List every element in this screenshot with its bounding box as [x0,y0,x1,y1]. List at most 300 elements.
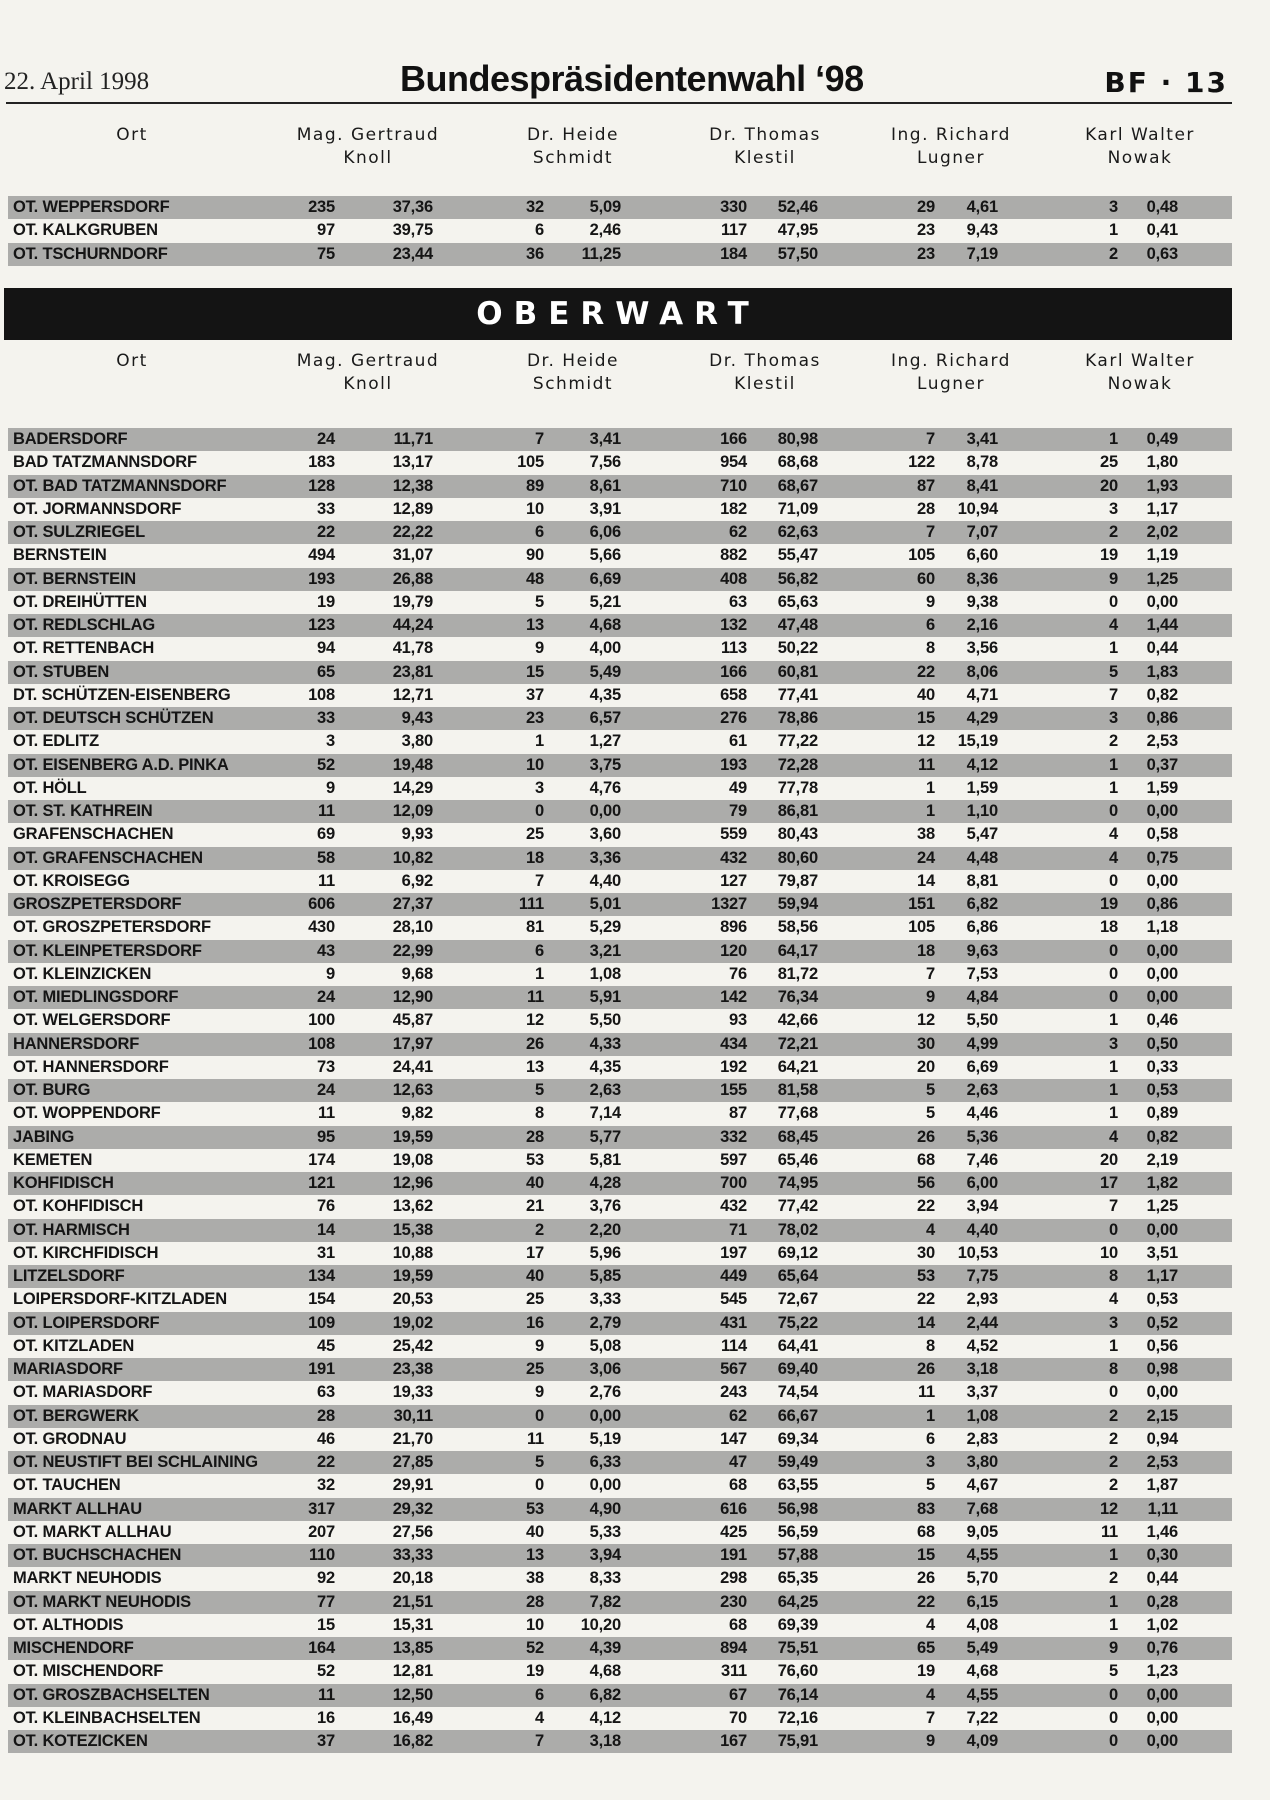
klestil-votes: 117 [720,221,747,240]
nowak-votes: 0 [1109,1732,1118,1750]
lugner-votes: 29 [917,198,935,216]
knoll-pct: 12,89 [392,499,433,518]
lugner-votes: 14 [917,871,935,890]
nowak-pct: 0,00 [1146,1220,1178,1239]
nowak-votes: 3 [1109,709,1118,727]
table-row [8,1451,1232,1474]
knoll-pct: 9,43 [401,709,433,727]
nowak-votes: 1 [1109,639,1118,658]
schmidt-votes: 28 [526,1127,544,1146]
nowak-votes: 3 [1109,198,1118,216]
nowak-pct: 0,94 [1146,1429,1178,1448]
nowak-pct: 0,30 [1146,1546,1178,1564]
schmidt-votes: 25 [526,1360,544,1378]
place-name: LOIPERSDORF-KITZLADEN [13,1290,227,1309]
knoll-votes: 15 [317,1615,335,1634]
schmidt-pct: 3,18 [589,1732,621,1750]
knoll-pct: 16,49 [392,1708,433,1727]
table-row [8,568,1232,591]
klestil-votes: 894 [720,1639,747,1657]
klestil-votes: 954 [720,453,747,472]
lugner-pct: 15,19 [957,732,998,751]
klestil-pct: 56,59 [777,1522,818,1541]
klestil-pct: 77,42 [777,1197,818,1216]
schmidt-pct: 2,46 [589,221,621,240]
klestil-pct: 80,60 [777,848,818,867]
klestil-votes: 166 [720,662,747,681]
table-row [8,893,1232,916]
lugner-votes: 6 [926,616,935,634]
lugner-votes: 26 [917,1127,935,1146]
schmidt-votes: 89 [526,476,544,495]
klestil-pct: 68,67 [777,476,818,495]
lugner-pct: 3,56 [966,639,998,658]
schmidt-pct: 6,33 [589,1453,621,1471]
lugner-votes: 22 [917,1197,935,1216]
schmidt-pct: 1,08 [589,964,621,983]
schmidt-pct: 7,82 [589,1592,621,1611]
table-row [8,1242,1232,1265]
place-name: OT. WOPPENDORF [13,1104,161,1123]
knoll-votes: 154 [308,1290,335,1309]
klestil-votes: 62 [729,523,747,541]
knoll-votes: 28 [317,1406,335,1425]
knoll-votes: 65 [317,662,335,681]
klestil-votes: 132 [720,616,747,634]
schmidt-pct: 5,49 [589,662,621,681]
knoll-votes: 100 [308,1011,335,1030]
schmidt-votes: 6 [535,941,544,960]
klestil-pct: 72,67 [777,1290,818,1309]
schmidt-votes: 10 [526,499,544,518]
knoll-votes: 37 [317,1732,335,1750]
nowak-pct: 0,86 [1146,709,1178,727]
nowak-votes: 0 [1109,1708,1118,1727]
schmidt-votes: 9 [535,639,544,658]
place-name: OT. STUBEN [13,662,110,681]
klestil-votes: 79 [729,802,747,820]
nowak-votes: 1 [1109,1057,1118,1076]
klestil-pct: 71,09 [777,499,818,518]
klestil-votes: 49 [729,778,747,797]
klestil-votes: 425 [720,1522,747,1541]
nowak-pct: 0,44 [1146,1569,1178,1588]
nowak-pct: 0,98 [1146,1360,1178,1378]
place-name: OT. DEUTSCH SCHÜTZEN [13,709,214,727]
klestil-votes: 567 [720,1360,747,1378]
nowak-pct: 1,82 [1146,1174,1178,1192]
nowak-pct: 0,58 [1146,825,1178,844]
knoll-pct: 27,56 [392,1522,433,1541]
knoll-votes: 97 [317,221,335,240]
knoll-pct: 20,53 [392,1290,433,1309]
knoll-votes: 11 [317,871,335,890]
table-row [8,986,1232,1009]
place-name: OT. BERNSTEIN [13,569,136,588]
knoll-votes: 75 [317,244,335,263]
klestil-votes: 142 [720,988,747,1006]
lugner-pct: 4,55 [966,1546,998,1564]
lugner-votes: 3 [926,1453,935,1471]
klestil-votes: 432 [720,848,747,867]
lugner-votes: 105 [908,918,935,937]
lugner-votes: 11 [917,1383,935,1402]
lugner-votes: 4 [926,1685,935,1704]
schmidt-pct: 5,85 [589,1267,621,1285]
klestil-pct: 69,39 [777,1615,818,1634]
lugner-pct: 4,52 [966,1336,998,1355]
lugner-votes: 60 [917,569,935,588]
lugner-pct: 3,37 [966,1383,998,1402]
knoll-pct: 17,97 [392,1034,433,1053]
lugner-pct: 5,47 [966,825,998,844]
knoll-votes: 32 [317,1476,335,1495]
knoll-pct: 12,71 [392,685,433,704]
knoll-votes: 33 [317,499,335,518]
klestil-votes: 330 [720,198,747,216]
knoll-pct: 12,38 [392,476,433,495]
schmidt-pct: 6,82 [589,1685,621,1704]
knoll-votes: 207 [308,1522,335,1541]
schmidt-votes: 7 [535,871,544,890]
nowak-pct: 0,53 [1146,1290,1178,1309]
lugner-pct: 6,60 [966,546,998,565]
place-name: OT. MARIASDORF [13,1383,153,1402]
schmidt-pct: 4,00 [589,639,621,658]
knoll-votes: 16 [317,1708,335,1727]
klestil-pct: 75,51 [777,1639,818,1657]
nowak-pct: 2,15 [1146,1406,1178,1425]
nowak-votes: 4 [1109,616,1118,634]
schmidt-votes: 5 [535,1453,544,1471]
klestil-votes: 155 [720,1081,747,1099]
klestil-pct: 60,81 [777,662,818,681]
nowak-pct: 0,50 [1146,1034,1178,1053]
klestil-pct: 79,87 [777,871,818,890]
lugner-votes: 18 [917,941,935,960]
klestil-pct: 86,81 [777,802,818,820]
schmidt-pct: 5,50 [589,1011,621,1030]
schmidt-votes: 40 [526,1174,544,1192]
table-row [8,916,1232,939]
schmidt-votes: 2 [535,1220,544,1239]
knoll-pct: 19,33 [392,1383,433,1402]
lugner-pct: 9,38 [966,592,998,611]
lugner-pct: 9,05 [966,1522,998,1541]
place-name: OT. BAD TATZMANNSDORF [13,476,227,495]
place-name: OT. KITZLADEN [13,1336,135,1355]
schmidt-votes: 19 [526,1662,544,1681]
lugner-pct: 4,68 [966,1662,998,1681]
knoll-votes: 430 [308,918,335,937]
knoll-pct: 21,70 [392,1429,433,1448]
table-row [8,614,1232,637]
schmidt-votes: 21 [526,1197,544,1216]
table-row [8,1312,1232,1335]
knoll-pct: 12,90 [392,988,433,1006]
nowak-pct: 0,75 [1146,848,1178,867]
schmidt-pct: 0,00 [589,1476,621,1495]
knoll-pct: 13,62 [392,1197,433,1216]
klestil-pct: 58,56 [777,918,818,937]
klestil-votes: 166 [720,430,747,448]
schmidt-pct: 3,91 [589,499,621,518]
knoll-votes: 43 [317,941,335,960]
knoll-pct: 12,81 [392,1662,433,1681]
place-name: OT. HARMISCH [13,1220,130,1239]
knoll-votes: 11 [317,1104,335,1123]
column-header-0: Ort [116,351,148,371]
knoll-pct: 13,17 [392,453,433,472]
knoll-pct: 19,59 [392,1127,433,1146]
lugner-votes: 23 [917,244,935,263]
lugner-pct: 2,16 [966,616,998,634]
place-name: HANNERSDORF [13,1034,140,1053]
knoll-pct: 37,36 [392,198,433,216]
knoll-pct: 10,82 [392,848,433,867]
lugner-votes: 5 [926,1081,935,1099]
knoll-votes: 95 [317,1127,335,1146]
table-row [8,1033,1232,1056]
knoll-pct: 15,31 [392,1615,433,1634]
place-name: KEMETEN [13,1150,93,1169]
schmidt-votes: 9 [535,1336,544,1355]
lugner-pct: 4,40 [966,1220,998,1239]
knoll-pct: 27,37 [392,895,433,913]
knoll-pct: 10,88 [392,1243,433,1262]
nowak-pct: 1,18 [1146,918,1178,937]
knoll-pct: 9,68 [401,964,433,983]
klestil-pct: 57,88 [777,1546,818,1564]
lugner-pct: 4,61 [966,198,998,216]
klestil-pct: 63,55 [777,1476,818,1495]
klestil-votes: 61 [729,732,747,751]
column-header-1: Mag. Gertraud Knoll [296,351,440,394]
table-row [8,1684,1232,1707]
lugner-pct: 4,48 [966,848,998,867]
knoll-votes: 110 [308,1546,335,1564]
schmidt-votes: 10 [526,755,544,774]
table-row [8,1474,1232,1497]
knoll-votes: 121 [308,1174,335,1192]
lugner-pct: 10,94 [957,499,998,518]
nowak-votes: 0 [1109,802,1118,820]
schmidt-votes: 53 [526,1499,544,1518]
klestil-votes: 408 [720,569,747,588]
table-row [8,1637,1232,1660]
klestil-pct: 66,67 [777,1406,818,1425]
lugner-pct: 9,63 [966,941,998,960]
klestil-votes: 432 [720,1197,747,1216]
schmidt-pct: 4,90 [589,1499,621,1518]
place-name: OT. HÖLL [13,778,87,797]
lugner-votes: 68 [917,1150,935,1169]
schmidt-votes: 1 [535,964,544,983]
place-name: OT. MISCHENDORF [13,1662,164,1681]
table-row [8,1335,1232,1358]
schmidt-votes: 0 [535,1406,544,1425]
knoll-pct: 9,93 [401,825,433,844]
klestil-votes: 311 [720,1662,747,1681]
lugner-votes: 1 [926,802,935,820]
schmidt-votes: 5 [535,1081,544,1099]
klestil-pct: 72,28 [777,755,818,774]
knoll-pct: 33,33 [392,1546,433,1564]
klestil-pct: 76,34 [777,988,818,1006]
nowak-votes: 1 [1109,430,1118,448]
schmidt-pct: 0,00 [589,802,621,820]
schmidt-votes: 7 [535,430,544,448]
knoll-pct: 23,81 [392,662,433,681]
knoll-pct: 22,99 [392,941,433,960]
schmidt-pct: 5,96 [589,1243,621,1262]
klestil-votes: 597 [720,1150,747,1169]
nowak-votes: 19 [1100,546,1118,565]
lugner-pct: 7,53 [966,964,998,983]
klestil-votes: 243 [720,1383,747,1402]
table-row [8,521,1232,544]
nowak-votes: 3 [1109,1034,1118,1053]
nowak-votes: 2 [1109,1476,1118,1495]
klestil-votes: 71 [729,1220,747,1239]
schmidt-votes: 13 [526,1057,544,1076]
nowak-pct: 2,19 [1146,1150,1178,1169]
lugner-pct: 2,44 [966,1313,998,1332]
knoll-votes: 123 [308,616,335,634]
knoll-pct: 26,88 [392,569,433,588]
nowak-votes: 5 [1109,662,1118,681]
place-name: OT. ALTHODIS [13,1615,124,1634]
knoll-pct: 12,63 [392,1081,433,1099]
klestil-votes: 193 [720,755,747,774]
knoll-pct: 22,22 [392,523,433,541]
knoll-pct: 14,29 [392,778,433,797]
knoll-pct: 45,87 [392,1011,433,1030]
schmidt-votes: 28 [526,1592,544,1611]
nowak-pct: 0,00 [1146,871,1178,890]
header-rule [6,102,1232,104]
klestil-votes: 67 [729,1685,747,1704]
knoll-votes: 52 [317,755,335,774]
schmidt-pct: 7,56 [589,453,621,472]
lugner-pct: 7,22 [966,1708,998,1727]
knoll-votes: 52 [317,1662,335,1681]
klestil-votes: 545 [720,1290,747,1309]
nowak-pct: 0,82 [1146,1127,1178,1146]
schmidt-pct: 5,81 [589,1150,621,1169]
place-name: OT. MIEDLINGSDORF [13,988,179,1006]
schmidt-pct: 5,08 [589,1336,621,1355]
nowak-pct: 0,00 [1146,592,1178,611]
schmidt-pct: 4,35 [589,685,621,704]
schmidt-votes: 18 [526,848,544,867]
nowak-votes: 11 [1100,1522,1118,1541]
klestil-pct: 77,41 [777,685,818,704]
schmidt-votes: 23 [526,709,544,727]
schmidt-votes: 48 [526,569,544,588]
table-row [8,847,1232,870]
nowak-votes: 4 [1109,825,1118,844]
klestil-pct: 68,45 [777,1127,818,1146]
table-row [8,661,1232,684]
nowak-votes: 1 [1109,1081,1118,1099]
nowak-pct: 1,02 [1146,1615,1178,1634]
lugner-votes: 11 [917,755,935,774]
place-name: OT. GRODNAU [13,1429,127,1448]
nowak-votes: 7 [1109,1197,1118,1216]
schmidt-votes: 15 [526,662,544,681]
place-name: OT. NEUSTIFT BEI SCHLAINING [13,1453,258,1471]
nowak-votes: 0 [1109,964,1118,983]
nowak-votes: 5 [1109,1662,1118,1681]
table-row [8,451,1232,474]
lugner-votes: 30 [917,1034,935,1053]
knoll-pct: 19,08 [392,1150,433,1169]
place-name: BERNSTEIN [13,546,107,565]
lugner-votes: 151 [908,895,935,913]
place-name: MARKT NEUHODIS [13,1569,162,1588]
lugner-votes: 12 [917,1011,935,1030]
lugner-votes: 65 [917,1639,935,1657]
place-name: OT. GROSZPETERSDORF [13,918,211,937]
table-row [8,1428,1232,1451]
knoll-votes: 174 [308,1150,335,1169]
nowak-pct: 0,00 [1146,1708,1178,1727]
schmidt-votes: 16 [526,1313,544,1332]
schmidt-votes: 26 [526,1034,544,1053]
place-name: OT. LOIPERSDORF [13,1313,160,1332]
klestil-votes: 276 [720,709,747,727]
nowak-pct: 1,80 [1146,453,1178,472]
nowak-pct: 1,25 [1146,569,1178,588]
lugner-votes: 14 [917,1313,935,1332]
klestil-votes: 449 [720,1267,747,1285]
lugner-votes: 8 [926,639,935,658]
schmidt-votes: 11 [526,1429,544,1448]
nowak-pct: 0,48 [1146,198,1178,216]
nowak-pct: 0,00 [1146,1383,1178,1402]
lugner-pct: 5,70 [966,1569,998,1588]
knoll-pct: 31,07 [392,546,433,565]
klestil-pct: 47,95 [777,221,818,240]
lugner-votes: 26 [917,1569,935,1588]
knoll-pct: 28,10 [392,918,433,937]
nowak-votes: 0 [1109,1685,1118,1704]
klestil-votes: 63 [729,592,747,611]
lugner-votes: 122 [908,453,935,472]
lugner-votes: 20 [917,1057,935,1076]
nowak-pct: 0,49 [1146,430,1178,448]
table-row [8,498,1232,521]
place-name: OT. KLEINZICKEN [13,964,152,983]
nowak-votes: 8 [1109,1267,1118,1285]
klestil-pct: 72,21 [777,1034,818,1053]
nowak-votes: 0 [1109,871,1118,890]
schmidt-votes: 6 [535,221,544,240]
place-name: OT. KLEINBACHSELTEN [13,1708,201,1727]
klestil-votes: 559 [720,825,747,844]
klestil-votes: 700 [720,1174,747,1192]
nowak-votes: 20 [1100,476,1118,495]
klestil-votes: 62 [729,1406,747,1425]
knoll-votes: 9 [326,778,335,797]
schmidt-pct: 5,29 [589,918,621,937]
knoll-votes: 76 [317,1197,335,1216]
schmidt-votes: 0 [535,1476,544,1495]
place-name: JABING [13,1127,75,1146]
table-row [8,1567,1232,1590]
knoll-votes: 73 [317,1057,335,1076]
